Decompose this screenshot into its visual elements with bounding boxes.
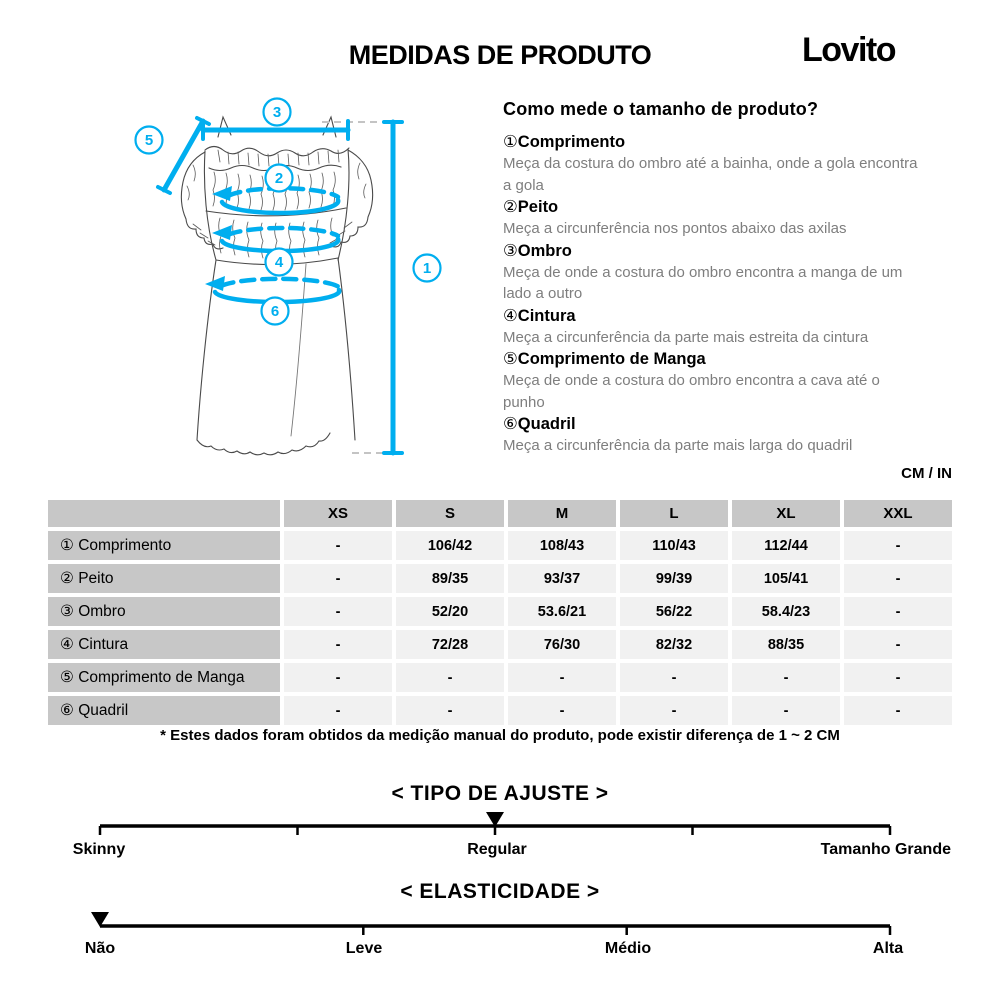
value-cell: - bbox=[508, 696, 616, 725]
units-label: CM / IN bbox=[901, 465, 952, 482]
elasticity-title: < ELASTICIDADE > bbox=[400, 880, 600, 903]
value-cell: 58.4/23 bbox=[732, 597, 840, 626]
guide-item-comprimento: ①Comprimento bbox=[503, 133, 626, 151]
guide-desc-peito: Meça a circunferência nos pontos abaixo das axilas bbox=[503, 220, 847, 237]
guide-num-6: ⑥ bbox=[503, 415, 518, 433]
marker-circle-6 bbox=[262, 298, 289, 325]
value-cell: 110/43 bbox=[620, 531, 728, 560]
value-cell: 72/28 bbox=[396, 630, 504, 659]
value-cell: 52/20 bbox=[396, 597, 504, 626]
value-cell: 76/30 bbox=[508, 630, 616, 659]
size-header-s: S bbox=[396, 500, 504, 527]
measure-guide bbox=[503, 99, 923, 457]
table-row-quadril bbox=[48, 696, 952, 725]
measurement-disclaimer: * Estes dados foram obtidos da medição manual do produto, pode existir diferença de 1 ~ 2 CM bbox=[160, 727, 840, 744]
guide-num-1: ① bbox=[503, 133, 518, 151]
marker-circle-3 bbox=[264, 99, 291, 126]
fit-label-tamanho-grande: Tamanho Grande bbox=[820, 841, 951, 858]
value-cell: - bbox=[844, 663, 952, 692]
table-row-ombro bbox=[48, 597, 952, 626]
guide-desc-manga: Meça de onde a costura do ombro encontra a cava até o punho bbox=[503, 372, 880, 411]
table-row-peito bbox=[48, 564, 952, 593]
size-header-xs: XS bbox=[284, 500, 392, 527]
elasticity-label-leve: Leve bbox=[345, 940, 383, 957]
value-cell: - bbox=[844, 630, 952, 659]
row-label: ① Comprimento bbox=[48, 531, 280, 560]
marker-circle-5 bbox=[136, 127, 163, 154]
value-cell: - bbox=[284, 564, 392, 593]
value-cell: 93/37 bbox=[508, 564, 616, 593]
value-cell: 105/41 bbox=[732, 564, 840, 593]
table-corner-cell bbox=[48, 500, 280, 527]
value-cell: - bbox=[284, 663, 392, 692]
value-cell: 106/42 bbox=[396, 531, 504, 560]
guide-item-ombro: ③Ombro bbox=[503, 241, 572, 260]
size-header-m: M bbox=[508, 500, 616, 527]
row-label: ④ Cintura bbox=[48, 630, 280, 659]
fit-label-skinny: Skinny bbox=[72, 841, 126, 858]
fit-type-slider bbox=[90, 808, 910, 838]
value-cell: 108/43 bbox=[508, 531, 616, 560]
table-row-comprimento bbox=[48, 531, 952, 560]
row-label: ⑥ Quadril bbox=[48, 696, 280, 725]
elasticity-label-alta: Alta bbox=[872, 940, 904, 957]
guide-desc-quadril: Meça a circunferência da parte mais larga do quadril bbox=[503, 437, 853, 454]
value-cell: - bbox=[844, 564, 952, 593]
elasticity-label-nao: Não bbox=[84, 940, 116, 957]
value-cell: - bbox=[844, 531, 952, 560]
guide-item-cintura: ④Cintura bbox=[503, 306, 576, 325]
page-title: MEDIDAS DE PRODUTO bbox=[348, 40, 652, 70]
svg-text:1: 1 bbox=[422, 260, 432, 277]
value-cell: - bbox=[284, 630, 392, 659]
value-cell: - bbox=[620, 696, 728, 725]
value-cell: 89/35 bbox=[396, 564, 504, 593]
value-cell: - bbox=[732, 663, 840, 692]
value-cell: - bbox=[620, 663, 728, 692]
value-cell: - bbox=[732, 696, 840, 725]
elasticity-label-medio: Médio bbox=[604, 940, 652, 957]
value-cell: 82/32 bbox=[620, 630, 728, 659]
size-table bbox=[44, 496, 956, 729]
value-cell: - bbox=[508, 663, 616, 692]
fit-type-title: < TIPO DE AJUSTE > bbox=[391, 782, 609, 805]
svg-text:3: 3 bbox=[272, 104, 282, 121]
fit-type-labels bbox=[0, 841, 1000, 865]
guide-item-manga: ⑤Comprimento de Manga bbox=[503, 350, 706, 368]
guide-heading: Como mede o tamanho de produto? bbox=[503, 99, 819, 119]
value-cell: - bbox=[284, 696, 392, 725]
table-row-manga bbox=[48, 663, 952, 692]
marker-circle-2 bbox=[266, 165, 293, 192]
table-header-row bbox=[48, 500, 952, 527]
guide-desc-comprimento: Meça da costura do ombro até a bainha, onde a gola encontra a gola bbox=[503, 155, 918, 194]
value-cell: - bbox=[284, 597, 392, 626]
guide-num-2: ② bbox=[503, 198, 518, 216]
guide-desc-cintura: Meça a circunferência da parte mais estreita da cintura bbox=[503, 328, 869, 346]
guide-num-3: ③ bbox=[503, 241, 518, 260]
value-cell: - bbox=[844, 597, 952, 626]
dress-diagram bbox=[130, 95, 460, 470]
svg-text:4: 4 bbox=[274, 254, 284, 271]
fit-label-regular: Regular bbox=[467, 841, 527, 858]
value-cell: 56/22 bbox=[620, 597, 728, 626]
elasticity-labels bbox=[0, 940, 1000, 964]
marker-circle-1 bbox=[414, 255, 441, 282]
value-cell: - bbox=[396, 663, 504, 692]
measure-arrowheads bbox=[205, 186, 232, 291]
brand-logo: Lovito bbox=[802, 31, 895, 69]
size-header-l: L bbox=[620, 500, 728, 527]
guide-item-quadril: ⑥Quadril bbox=[503, 415, 576, 433]
svg-text:2: 2 bbox=[274, 170, 284, 187]
row-label: ③ Ombro bbox=[48, 597, 280, 626]
marker-circle-4 bbox=[266, 249, 293, 276]
guide-desc-ombro: Meça de onde a costura do ombro encontra a manga de um lado a outro bbox=[503, 263, 903, 302]
value-cell: 88/35 bbox=[732, 630, 840, 659]
elasticity-slider bbox=[90, 908, 910, 938]
svg-text:6: 6 bbox=[270, 303, 280, 320]
size-header-xl: XL bbox=[732, 500, 840, 527]
guide-item-peito: ②Peito bbox=[503, 198, 559, 216]
value-cell: - bbox=[284, 531, 392, 560]
value-cell: - bbox=[396, 696, 504, 725]
table-row-cintura bbox=[48, 630, 952, 659]
value-cell: 99/39 bbox=[620, 564, 728, 593]
row-label: ⑤ Comprimento de Manga bbox=[48, 663, 280, 692]
guide-num-4: ④ bbox=[503, 306, 518, 325]
size-header-xxl: XXL bbox=[844, 500, 952, 527]
row-label: ② Peito bbox=[48, 564, 280, 593]
svg-text:5: 5 bbox=[144, 132, 154, 149]
value-cell: 53.6/21 bbox=[508, 597, 616, 626]
value-cell: - bbox=[844, 696, 952, 725]
value-cell: 112/44 bbox=[732, 531, 840, 560]
guide-num-5: ⑤ bbox=[503, 350, 518, 368]
